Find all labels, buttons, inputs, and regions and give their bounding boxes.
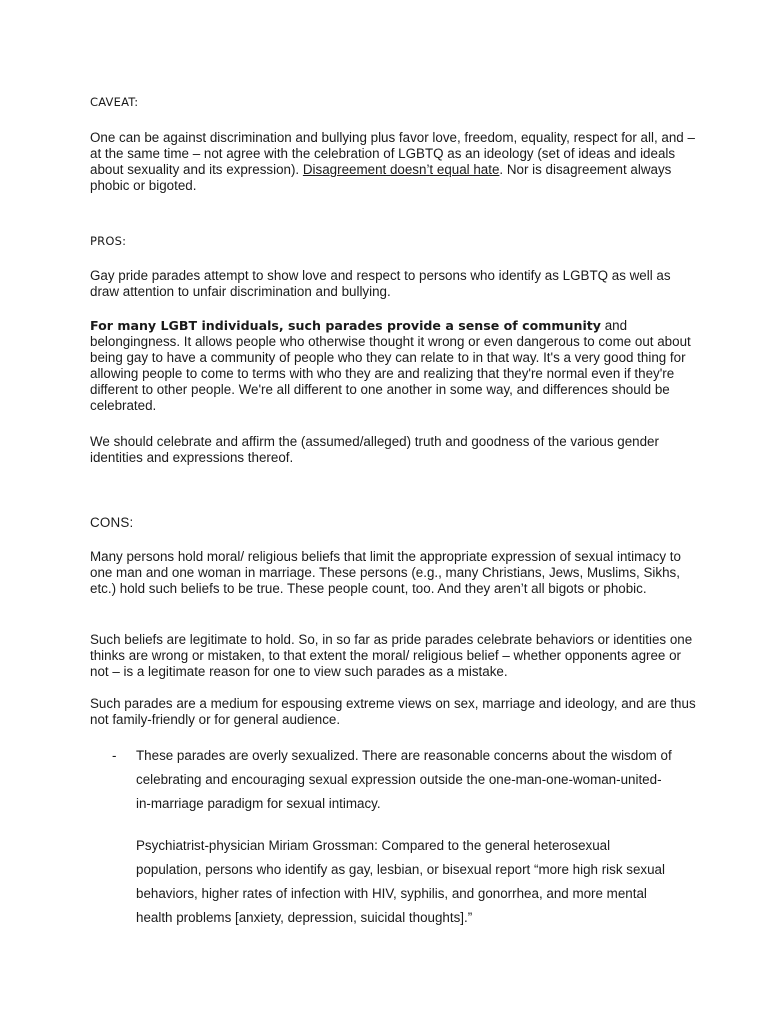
pros-paragraph-3: We should celebrate and affirm the (assumed/alleged) truth and goodness of the various gender identities and expressions thereof.: [90, 434, 659, 465]
caveat-underlined-link[interactable]: Disagreement doesn’t equal hate: [302, 162, 500, 177]
cons-bullet-quote: Psychiatrist-physician Miriam Grossman: Compared to the general heterosexual population, persons who identify as gay, lesbian, or bisexual report “more high risk sexual behaviors, higher rates of infection with HIV, syphilis, and gonorrhea, and more mental health problems [anxiety, depression, suicidal thoughts].”: [136, 838, 665, 925]
cons-paragraph-3: Such parades are a medium for espousing extreme views on sex, marriage and ideology, and are thus not family-friendly or for general audience.: [90, 696, 696, 727]
cons-heading: CONS:: [90, 515, 134, 530]
caveat-text-before: One can be against discrimination and bullying plus favor love, freedom, equality, respect for all, and – at the same time – not agree with the celebration of LGBTQ as an ideology (set of ideas and ideals about sexuality and its expression).: [90, 130, 695, 177]
bullet-dash: -: [112, 748, 117, 763]
caveat-paragraph: [90, 130, 700, 194]
pros-bold-lead: For many LGBT individuals, such parades provide a sense of community: [90, 318, 601, 333]
cons-paragraph-1: Many persons hold moral/ religious beliefs that limit the appropriate expression of sexual intimacy to one man and one woman in marriage. These persons (e.g., many Christians, Jews, Muslims, Sikhs, etc.) hold such beliefs to be true. These people count, too. And they aren’t all bigots or phobic.: [90, 549, 681, 596]
pros-paragraph-2: [90, 318, 700, 414]
cons-paragraph-2: Such beliefs are legitimate to hold. So, in so far as pride parades celebrate behaviors or identities one thinks are wrong or mistaken, to that extent the moral/ religious belief – whether opponents agree or not – is a legitimate reason for one to view such parades as a mistake.: [90, 632, 693, 679]
caveat-text-after: . Nor is disagreement always phobic or bigoted.: [90, 162, 672, 193]
cons-bullet-text: These parades are overly sexualized. There are reasonable concerns about the wisdom of celebrating and encouraging sexual expression outside the one-man-one-woman-united-in-marriage paradigm for sexual intimacy.: [136, 748, 672, 811]
pros-paragraph-1: Gay pride parades attempt to show love and respect to persons who identify as LGBTQ as well as draw attention to unfair discrimination and bullying.: [90, 268, 671, 299]
pros-paragraph-2-rest: and belongingness. It allows people who otherwise thought it wrong or even dangerous to come out about being gay to have a community of people who they can relate to in that way. It's a very good thing for allowing people to come to terms with who they are and realizing that they're normal even if they're different to other people. We're all different to one another in some way, and differences should be celebrated.: [90, 318, 691, 413]
caveat-heading: CAVEAT:: [90, 95, 139, 109]
pros-heading: PROS:: [90, 234, 127, 248]
